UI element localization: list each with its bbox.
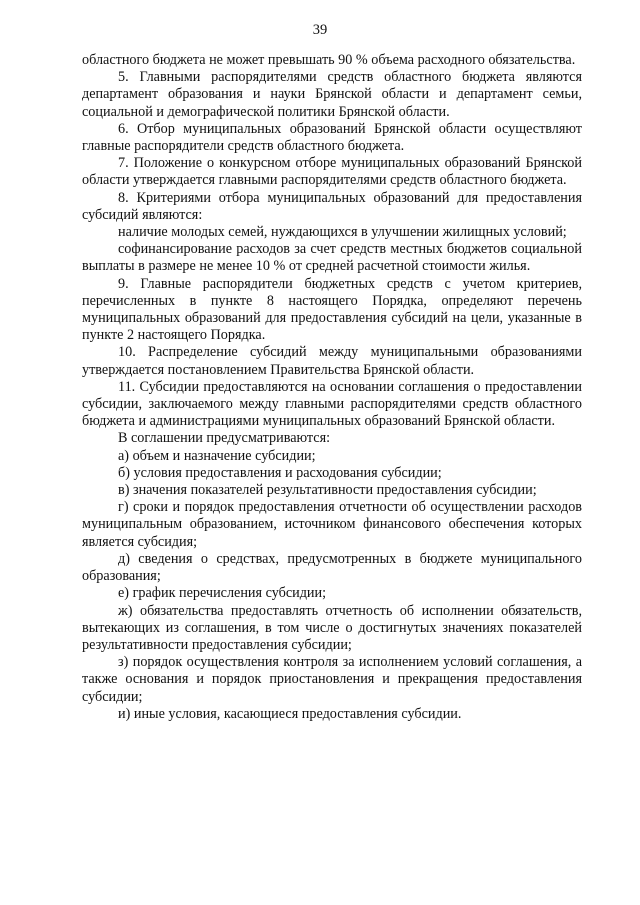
paragraph-item-11: 11. Субсидии предоставляются на основании соглашения о предоставлении субсидии, заключаемого между главными распорядителями средств областного бюджета и администрациями муниципальных образований Брянской области. (82, 378, 582, 430)
paragraph-agreement-intro: В соглашении предусматриваются: (118, 430, 331, 447)
list-item-e: е) график перечисления субсидии; (118, 585, 327, 602)
paragraph-item-10: 10. Распределение субсидий между муниципальными образованиями утверждается постановлением Правительства Брянской области. (82, 344, 582, 378)
list-item-a: а) объем и назначение субсидии; (118, 447, 316, 464)
paragraph-item-8: 8. Критериями отбора муниципальных образований для предоставления субсидий являются: (82, 189, 582, 223)
list-item-zh: ж) обязательства предоставлять отчетность об исполнении обязательств, вытекающих из соглашения, в том числе о достигнутых значениях показателей результативности предоставления субсидии; (82, 602, 582, 653)
list-item-i: и) иные условия, касающиеся предоставления субсидии. (118, 705, 462, 722)
paragraph-criterion-2: софинансирование расходов за счет средств местных бюджетов социальной выплаты в размере не менее 10 % от средней расчетной стоимости жилья. (82, 241, 582, 275)
paragraph-criterion-1: наличие молодых семей, нуждающихся в улучшении жилищных условий; (118, 224, 567, 241)
list-item-g: г) сроки и порядок предоставления отчетности об осуществлении расходов муниципальным образованием, источником финансового обеспечения которых является субсидия; (82, 499, 582, 550)
list-item-b: б) условия предоставления и расходования субсидии; (118, 464, 442, 481)
document-body (82, 52, 582, 723)
list-item-d: д) сведения о средствах, предусмотренных в бюджете муниципального образования; (82, 550, 582, 585)
paragraph-item-6: 6. Отбор муниципальных образований Брянской области осуществляют главные распорядители средств областного бюджета. (82, 120, 582, 155)
paragraph-item-5: 5. Главными распорядителями средств областного бюджета являются департамент образования и науки Брянской области и департамент семьи, социальной и демографической политики Брянской области. (82, 69, 582, 120)
page-number: 39 (312, 22, 328, 38)
paragraph-item-7: 7. Положение о конкурсном отборе муниципальных образований Брянской области утверждается главными распорядителями средств областного бюджета. (82, 155, 582, 189)
paragraph-continuation: областного бюджета не может превышать 90 % объема расходного обязательства. (82, 52, 576, 68)
list-item-v: в) значения показателей результативности предоставления субсидии; (118, 482, 537, 499)
paragraph-item-9: 9. Главные распорядители бюджетных средств с учетом критериев, перечисленных в пункте 8 настоящего Порядка, определяют перечень муниципальных образований для предоставления субсидий на цели, указанные в пункте 2 настоящего Порядка. (82, 275, 582, 344)
list-item-z: з) порядок осуществления контроля за исполнением условий соглашения, а также основания и порядок приостановления и прекращения предоставления субсидии; (82, 654, 582, 705)
